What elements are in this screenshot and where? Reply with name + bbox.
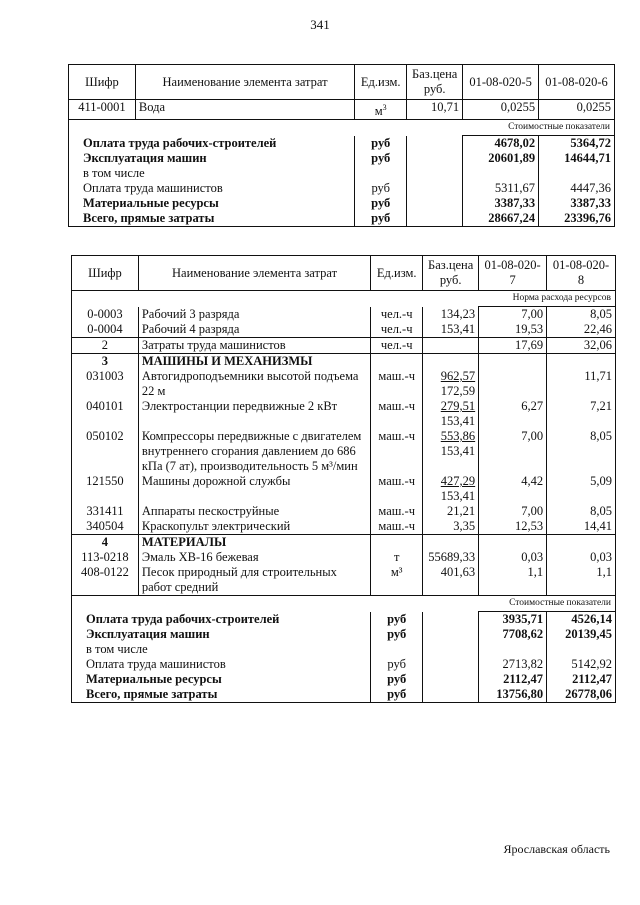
row-price-value: 153,41 — [440, 322, 476, 336]
row-code: 408-0122 — [72, 565, 139, 596]
row-name: Затраты труда машинистов — [138, 338, 370, 354]
row-price-secondary: 172,59 — [440, 384, 476, 398]
norm-label: Норма расхода ресурсов — [479, 291, 616, 307]
row-price-value: 401,63 — [440, 565, 476, 579]
summary-name: Материальные ресурсы — [69, 196, 355, 211]
summary-unit — [355, 166, 407, 181]
summary-unit: руб — [371, 627, 423, 642]
row-value-2: 0,03 — [547, 550, 616, 565]
row-name: Компрессоры передвижные с двигателем внутреннего сгорания давлением до 686 кПа (7 ат), производительность 5 м³/мин — [138, 429, 370, 474]
row-name: Аппараты пескоструйные — [138, 504, 370, 519]
summary-unit: руб — [355, 181, 407, 196]
row-price-value: 55689,33 — [428, 550, 476, 564]
row-code: 0-0003 — [72, 307, 139, 323]
summary-price-empty — [407, 196, 463, 211]
summary-price-empty — [407, 181, 463, 196]
summary-row — [69, 166, 615, 181]
summary-value-2 — [539, 166, 615, 181]
summary-row — [72, 642, 616, 657]
row-value-1 — [479, 369, 547, 399]
row-price — [423, 550, 479, 565]
summary-value-1: 20601,89 — [463, 151, 539, 166]
row-value-2: 5,09 — [547, 474, 616, 504]
row-name: МАШИНЫ И МЕХАНИЗМЫ — [138, 354, 370, 370]
table-header-row — [72, 256, 616, 291]
row-price-value: 279,51 — [440, 399, 476, 413]
header-price: Баз.цена руб. — [423, 256, 479, 291]
row-price — [423, 322, 479, 338]
row-unit: т — [371, 550, 423, 565]
summary-name: в том числе — [72, 642, 371, 657]
row-unit: маш.-ч — [371, 504, 423, 519]
row-unit: чел.-ч — [371, 307, 423, 323]
summary-row — [72, 627, 616, 642]
resource-rows — [72, 307, 616, 596]
row-value-2: 0,0255 — [539, 100, 615, 120]
row-name: Электростанции передвижные 2 кВт — [138, 399, 370, 429]
row-value-1: 6,27 — [479, 399, 547, 429]
summary-price-empty — [423, 612, 479, 628]
summary-row — [69, 196, 615, 211]
row-unit: маш.-ч — [371, 369, 423, 399]
row-price — [423, 307, 479, 323]
summary-value-2: 3387,33 — [539, 196, 615, 211]
row-name: МАТЕРИАЛЫ — [138, 535, 370, 551]
summary-value-2: 5142,92 — [547, 657, 616, 672]
summary-block — [69, 136, 615, 227]
row-code: 340504 — [72, 519, 139, 535]
header-code: Шифр — [69, 65, 136, 100]
row-value-2: 8,05 — [547, 504, 616, 519]
summary-unit: руб — [371, 612, 423, 628]
summary-value-2: 5364,72 — [539, 136, 615, 152]
summary-value-1: 28667,24 — [463, 211, 539, 227]
summary-value-2: 4447,36 — [539, 181, 615, 196]
header-code: Шифр — [72, 256, 139, 291]
table-row — [72, 369, 616, 399]
row-unit: чел.-ч — [371, 338, 423, 354]
row-value-2: 22,46 — [547, 322, 616, 338]
summary-price-empty — [407, 151, 463, 166]
row-name: Машины дорожной службы — [138, 474, 370, 504]
row-code: 0-0004 — [72, 322, 139, 338]
row-unit: чел.-ч — [371, 322, 423, 338]
row-code: 031003 — [72, 369, 139, 399]
row-value-1: 19,53 — [479, 322, 547, 338]
summary-value-2: 23396,76 — [539, 211, 615, 227]
row-price — [423, 354, 479, 370]
summary-row — [72, 612, 616, 628]
summary-value-1: 4678,02 — [463, 136, 539, 152]
summary-row — [69, 181, 615, 196]
summary-value-2: 2112,47 — [547, 672, 616, 687]
row-name: Песок природный для строительных работ средний — [138, 565, 370, 596]
summary-price-empty — [423, 657, 479, 672]
row-value-1: 0,0255 — [463, 100, 539, 120]
row-value-1: 7,00 — [479, 504, 547, 519]
row-value-2: 8,05 — [547, 307, 616, 323]
header-col-2: 01-08-020-6 — [539, 65, 615, 100]
row-code: 331411 — [72, 504, 139, 519]
summary-name: Оплата труда машинистов — [72, 657, 371, 672]
row-price — [423, 474, 479, 504]
header-col-1: 01-08-020-5 — [463, 65, 539, 100]
row-price-value: 427,29 — [440, 474, 476, 488]
summary-unit: руб — [371, 687, 423, 703]
summary-price-empty — [407, 136, 463, 152]
summary-row — [72, 672, 616, 687]
section-label: Стоимостные показатели — [479, 596, 616, 612]
header-unit: Ед.изм. — [371, 256, 423, 291]
summary-value-1: 5311,67 — [463, 181, 539, 196]
summary-price-empty — [423, 672, 479, 687]
row-price — [423, 519, 479, 535]
row-value-1 — [479, 535, 547, 551]
summary-value-1: 2713,82 — [479, 657, 547, 672]
summary-value-1: 3935,71 — [479, 612, 547, 628]
summary-name: Материальные ресурсы — [72, 672, 371, 687]
row-value-2: 7,21 — [547, 399, 616, 429]
row-unit — [371, 535, 423, 551]
row-price-secondary: 153,41 — [440, 489, 476, 503]
summary-value-1: 3387,33 — [463, 196, 539, 211]
row-value-2: 1,1 — [547, 565, 616, 596]
row-price-secondary: 153,41 — [440, 414, 476, 428]
row-value-2 — [547, 535, 616, 551]
cost-table-2 — [71, 255, 616, 703]
row-code: 121550 — [72, 474, 139, 504]
row-value-2: 32,06 — [547, 338, 616, 354]
row-name: Эмаль ХВ-16 бежевая — [138, 550, 370, 565]
norm-label-row — [72, 291, 616, 307]
row-name: Краскопульт электрический — [138, 519, 370, 535]
row-value-2 — [547, 354, 616, 370]
row-code: 2 — [72, 338, 139, 354]
section-heading-row — [72, 354, 616, 370]
summary-price-empty — [423, 687, 479, 703]
summary-price-empty — [407, 166, 463, 181]
summary-value-1: 7708,62 — [479, 627, 547, 642]
row-name: Рабочий 4 разряда — [138, 322, 370, 338]
row-unit: маш.-ч — [371, 474, 423, 504]
summary-name: Всего, прямые затраты — [72, 687, 371, 703]
row-unit: маш.-ч — [371, 429, 423, 474]
row-value-1: 17,69 — [479, 338, 547, 354]
table-row — [72, 338, 616, 354]
row-price-value: 962,57 — [440, 369, 476, 383]
row-unit: $м^3$ — [355, 100, 407, 120]
summary-name: в том числе — [69, 166, 355, 181]
row-value-2: 14,41 — [547, 519, 616, 535]
row-name: Рабочий 3 разряда — [138, 307, 370, 323]
row-name: Вода — [135, 100, 354, 120]
header-unit: Ед.изм. — [355, 65, 407, 100]
row-value-1: 4,42 — [479, 474, 547, 504]
summary-value-2: 20139,45 — [547, 627, 616, 642]
summary-value-2 — [547, 642, 616, 657]
row-value-2: 8,05 — [547, 429, 616, 474]
table-row — [72, 504, 616, 519]
row-price — [423, 535, 479, 551]
header-col-2: 01-08-020-8 — [547, 256, 616, 291]
summary-name: Всего, прямые затраты — [69, 211, 355, 227]
row-code: 113-0218 — [72, 550, 139, 565]
cost-table-1 — [68, 64, 615, 227]
summary-name: Эксплуатация машин — [69, 151, 355, 166]
header-name: Наименование элемента затрат — [138, 256, 370, 291]
page-number: 341 — [310, 17, 330, 32]
table-row — [72, 565, 616, 596]
header-col-1: 01-08-020-7 — [479, 256, 547, 291]
table-row — [72, 429, 616, 474]
summary-value-1: 2112,47 — [479, 672, 547, 687]
table-row — [72, 399, 616, 429]
row-price — [423, 565, 479, 596]
region-footer: Ярославская область — [503, 842, 610, 856]
table-row — [69, 100, 615, 120]
summary-value-2: 14644,71 — [539, 151, 615, 166]
summary-unit: руб — [355, 196, 407, 211]
row-code: 3 — [72, 354, 139, 370]
table-row — [72, 322, 616, 338]
row-code: 050102 — [72, 429, 139, 474]
summary-row — [69, 211, 615, 227]
summary-name: Эксплуатация машин — [72, 627, 371, 642]
section-label-row — [72, 596, 616, 612]
table-row — [72, 307, 616, 323]
row-price — [423, 429, 479, 474]
summary-value-1 — [463, 166, 539, 181]
row-value-2: 11,71 — [547, 369, 616, 399]
row-price-secondary: 153,41 — [440, 444, 476, 458]
row-value-1 — [479, 354, 547, 370]
summary-unit: руб — [371, 657, 423, 672]
row-price-value: 134,23 — [440, 306, 476, 321]
summary-unit: руб — [355, 151, 407, 166]
section-heading-row — [72, 535, 616, 551]
summary-value-2: 26778,06 — [547, 687, 616, 703]
section-label-row — [69, 120, 615, 136]
row-name: Автогидроподъемники высотой подъема 22 м — [138, 369, 370, 399]
row-code: 040101 — [72, 399, 139, 429]
row-price: 10,71 — [407, 100, 463, 120]
table-row — [72, 550, 616, 565]
row-value-1: 0,03 — [479, 550, 547, 565]
row-price — [423, 369, 479, 399]
summary-row — [72, 657, 616, 672]
table-row — [72, 519, 616, 535]
row-unit: маш.-ч — [371, 519, 423, 535]
summary-value-1: 13756,80 — [479, 687, 547, 703]
row-value-1: 1,1 — [479, 565, 547, 596]
row-price-value: 3,35 — [453, 519, 476, 533]
row-value-1: 7,00 — [479, 429, 547, 474]
summary-unit — [371, 642, 423, 657]
row-value-1: 7,00 — [479, 307, 547, 323]
summary-unit: руб — [371, 672, 423, 687]
row-code: 411-0001 — [69, 100, 136, 120]
row-unit: м³ — [371, 565, 423, 596]
summary-name: Оплата труда рабочих-строителей — [69, 136, 355, 152]
summary-price-empty — [423, 642, 479, 657]
row-unit: маш.-ч — [371, 399, 423, 429]
header-price: Баз.цена руб. — [407, 65, 463, 100]
table-header-row — [69, 65, 615, 100]
section-label: Стоимостные показатели — [463, 120, 615, 136]
table-row — [72, 474, 616, 504]
row-price — [423, 399, 479, 429]
row-code: 4 — [72, 535, 139, 551]
summary-name: Оплата труда рабочих-строителей — [72, 612, 371, 628]
summary-unit: руб — [355, 211, 407, 227]
summary-price-empty — [423, 627, 479, 642]
header-name: Наименование элемента затрат — [135, 65, 354, 100]
row-price — [423, 338, 479, 354]
row-price — [423, 504, 479, 519]
summary-price-empty — [407, 211, 463, 227]
row-unit — [371, 354, 423, 370]
summary-unit: руб — [355, 136, 407, 152]
row-value-1: 12,53 — [479, 519, 547, 535]
summary-row — [69, 136, 615, 152]
summary-row — [72, 687, 616, 703]
summary-row — [69, 151, 615, 166]
summary-value-2: 4526,14 — [547, 612, 616, 628]
summary-block — [72, 612, 616, 703]
row-price-value: 553,86 — [440, 429, 476, 443]
row-price-value: 21,21 — [447, 504, 476, 518]
summary-value-1 — [479, 642, 547, 657]
summary-name: Оплата труда машинистов — [69, 181, 355, 196]
